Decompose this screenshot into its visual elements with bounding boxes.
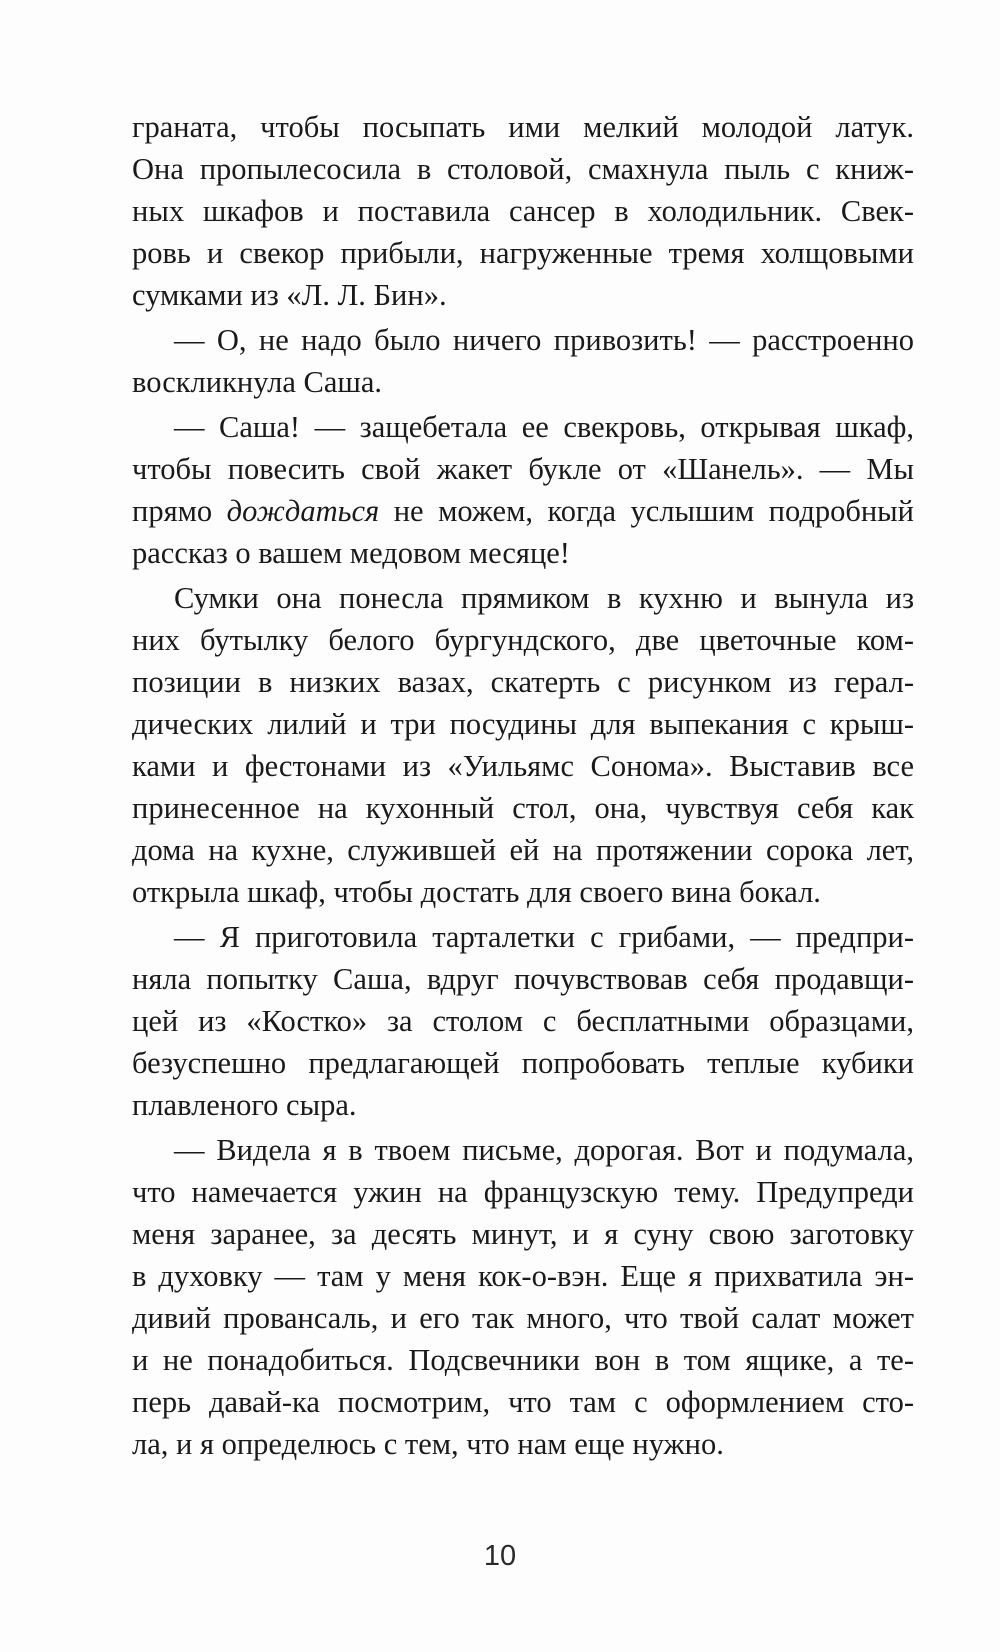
text-line: дических лилий и три посудины для выпекания с крыш- [132, 707, 914, 741]
text-line: — Видела я в твоем письме, дорогая. Вот и подумала, [174, 1133, 914, 1167]
text-line: ками и фестонами из «Уильямс Сонома». Выставив все [132, 749, 914, 783]
text-line: принесенное на кухонный стол, она, чувствуя себя как [132, 791, 914, 825]
text-line: рассказ о вашем медовом месяце! [132, 536, 570, 570]
text-line: перь давай-ка посмотрим, что там с оформлением сто- [132, 1385, 914, 1419]
text-line: дивий провансаль, и его так много, что твой салат может [132, 1301, 914, 1335]
page-number: 10 [483, 1540, 517, 1572]
text-line: прямо дождаться не можем, когда услышим подробный [132, 494, 914, 528]
text-line: — Я приготовила тарталетки с грибами, — предпри- [174, 920, 914, 954]
text-line: дома на кухне, служившей ей на протяжении сорока лет, [132, 833, 914, 867]
text-line: них бутылку белого бургундского, две цветочные ком- [132, 623, 914, 657]
text-line: безуспешно предлагающей попробовать теплые кубики [132, 1046, 914, 1080]
text-line: ла, и я определюсь с тем, что нам еще нужно. [132, 1427, 724, 1461]
text-line: что намечается ужин на французскую тему. Предупреди [132, 1175, 914, 1209]
text-line: Сумки она понесла прямиком в кухню и вынула из [174, 581, 914, 615]
text-line: цей из «Костко» за столом с бесплатными образцами, [132, 1004, 914, 1038]
text-line: и не понадобиться. Подсвечники вон в том ящике, а те- [132, 1343, 914, 1377]
italic-emphasis: дождаться [226, 494, 380, 528]
text-line: меня заранее, за десять минут, и я суну свою заготовку [132, 1217, 914, 1251]
body-text [132, 106, 914, 1465]
text-line: сумками из «Л. Л. Бин». [132, 278, 447, 312]
text-line: плавленого сыра. [132, 1088, 357, 1122]
text-line: ровь и свекор прибыли, нагруженные тремя холщовыми [132, 236, 914, 270]
text-line: Она пропылесосила в столовой, смахнула пыль с книж- [132, 152, 914, 186]
text-line: в духовку — там у меня кок-о-вэн. Еще я прихватила эн- [132, 1259, 914, 1293]
text-line: — О, не надо было ничего привозить! — расстроенно [174, 323, 914, 357]
text-line: — Саша! — защебетала ее свекровь, открывая шкаф, [174, 410, 914, 444]
text-line: воскликнула Саша. [132, 365, 383, 399]
text-line: позиции в низких вазах, скатерть с рисунком из герал- [132, 665, 914, 699]
text-line: няла попытку Саша, вдруг почувствовав себя продавщи- [132, 962, 914, 996]
text-line: ных шкафов и поставила сансер в холодильник. Свек- [132, 194, 914, 228]
text-line: чтобы повесить свой жакет букле от «Шанель». — Мы [132, 452, 914, 486]
text-line: граната, чтобы посыпать ими мелкий молодой латук. [132, 110, 914, 144]
text-line: открыла шкаф, чтобы достать для своего вина бокал. [132, 875, 821, 909]
